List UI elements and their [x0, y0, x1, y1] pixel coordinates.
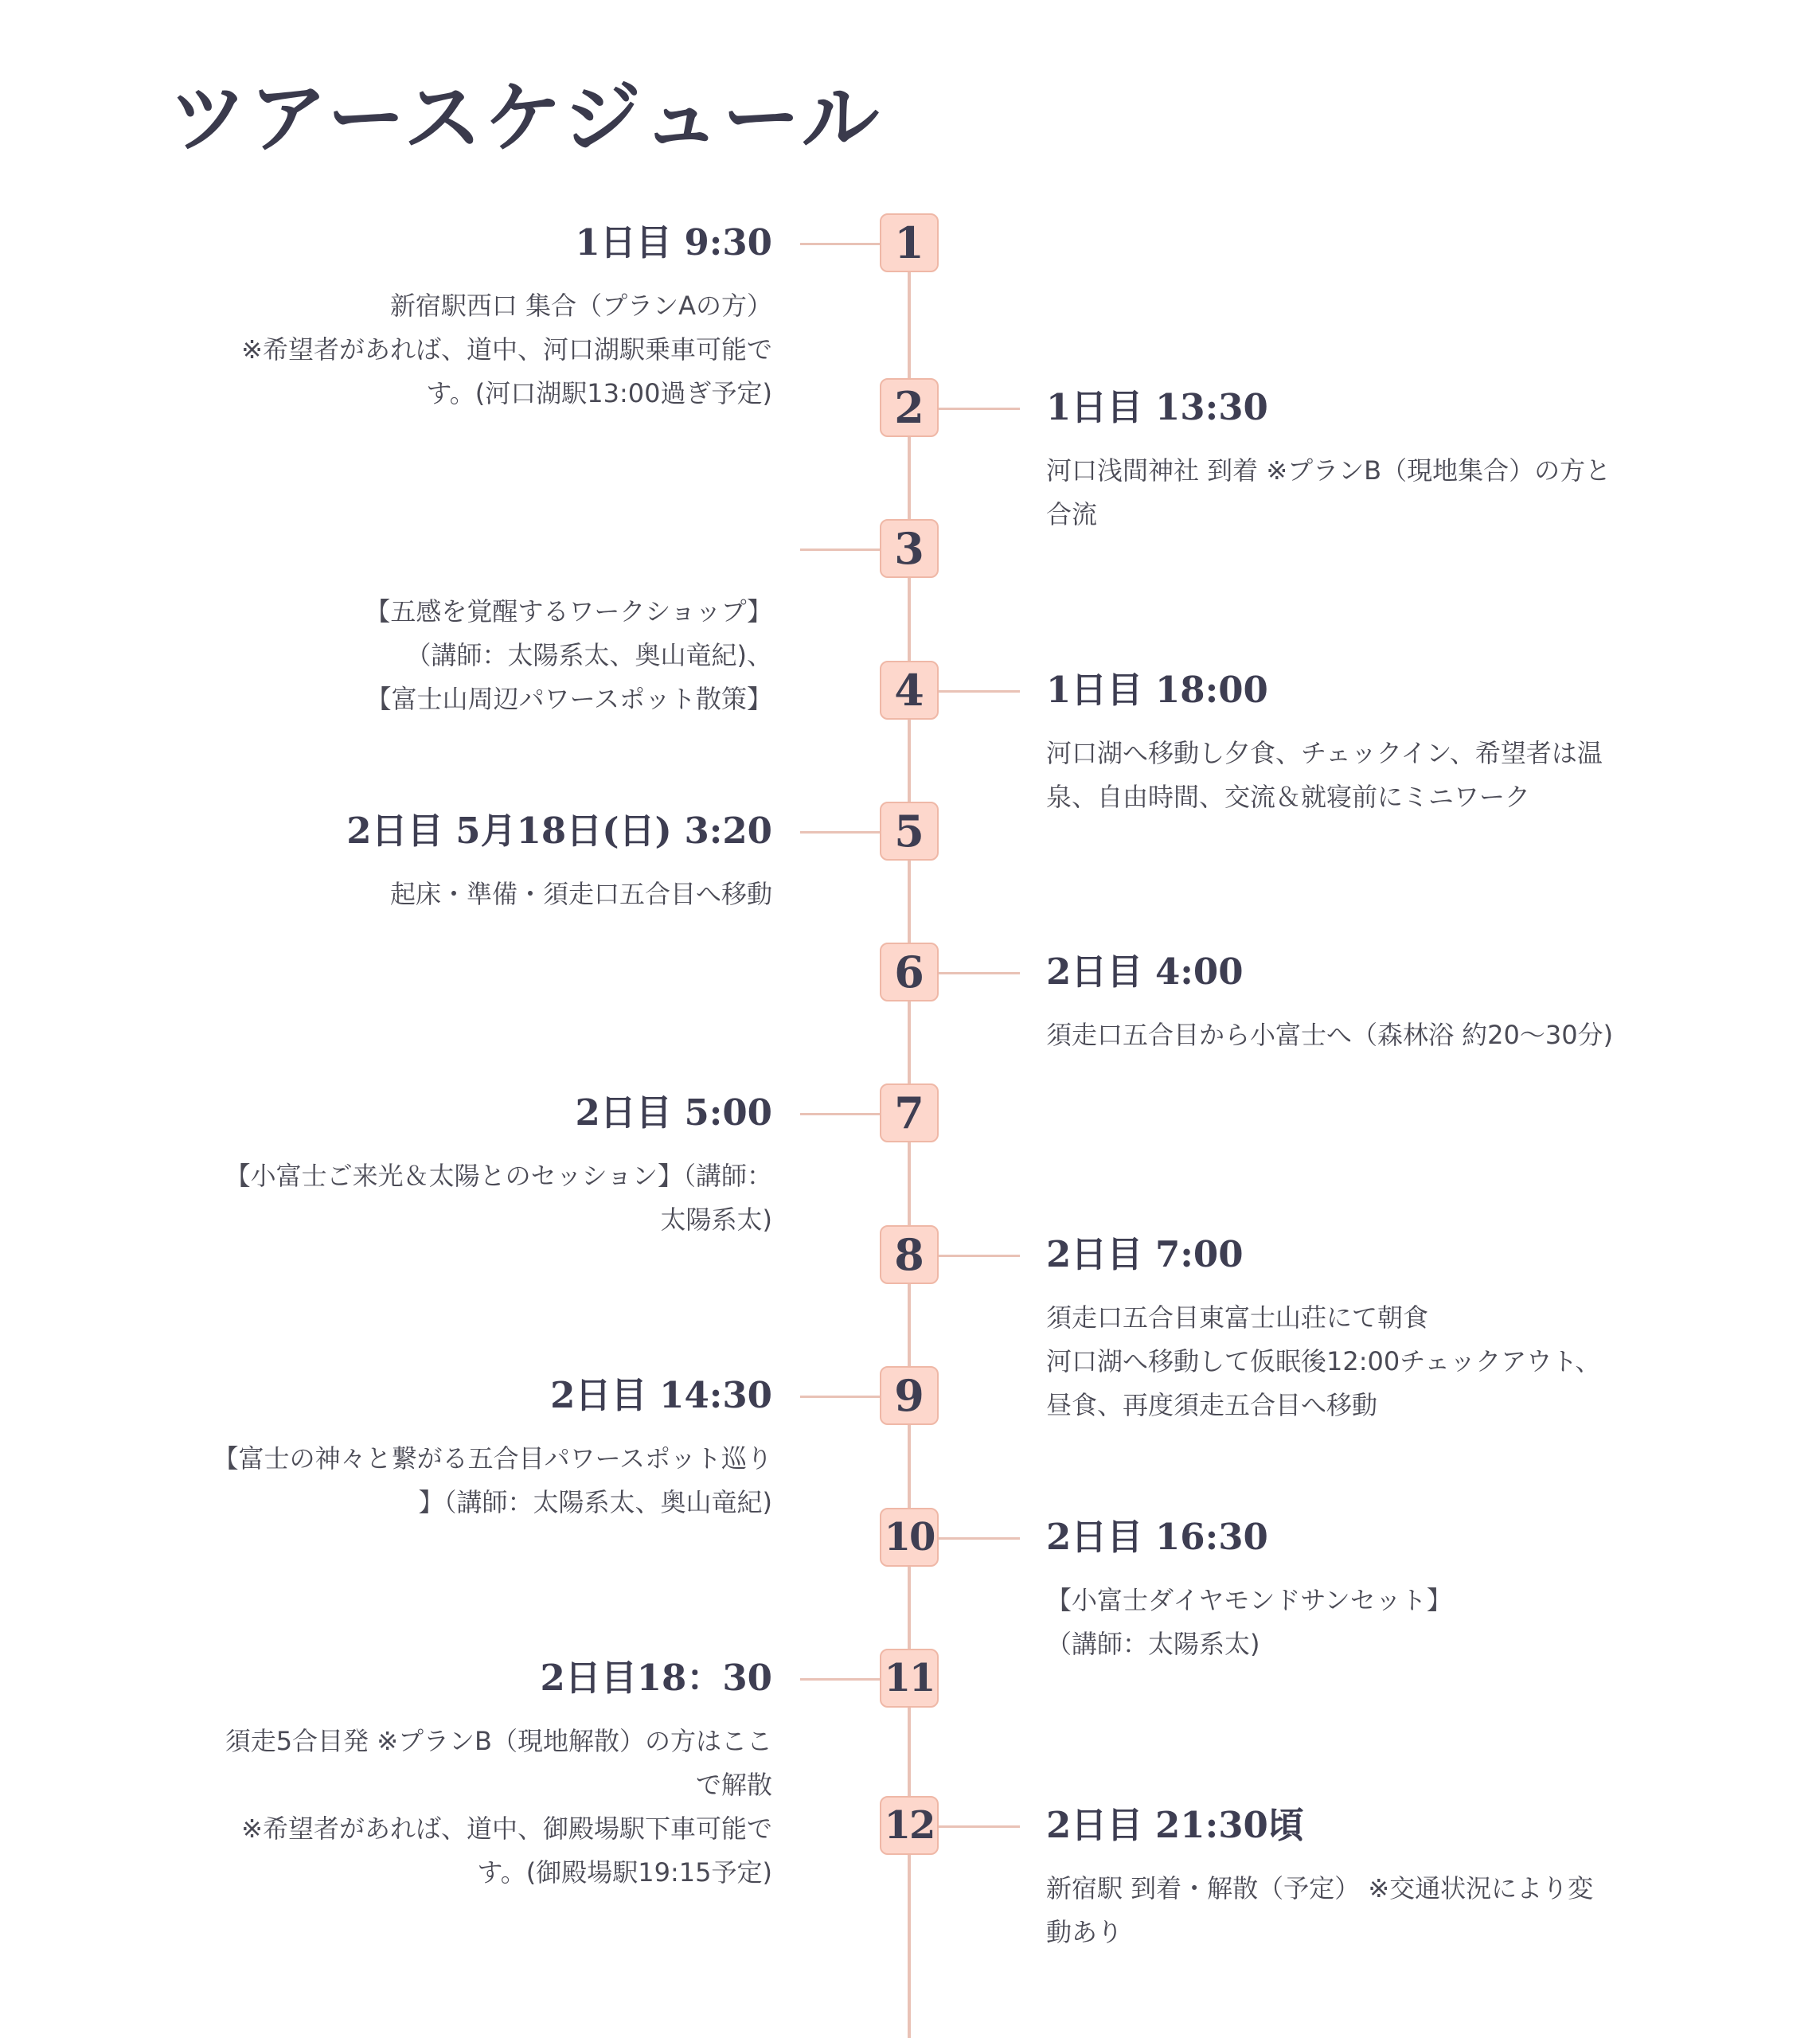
event-description: 河口湖へ移動し夕食、チェックイン、希望者は温 泉、自由時間、交流＆就寝前にミニワーク [1046, 738, 1603, 812]
event-number-badge: 5 [880, 802, 939, 861]
event-connector [939, 690, 1020, 693]
event-number-badge: 8 [880, 1225, 939, 1284]
event-description: 新宿駅西口 集合（プランAの方） ※希望者があれば、道中、河口湖駅乗車可能で す。(河口湖駅13:00過ぎ予定) [241, 291, 772, 408]
event-connector [800, 1113, 881, 1115]
event-number-badge: 2 [880, 378, 939, 437]
event-time: 2日目 5月18日(日) 3:20 [346, 810, 772, 852]
event-description: 【小富士ご来光＆太陽とのセッション】（講師： 太陽系太) [225, 1161, 772, 1235]
event-time: 1日目 18:00 [1046, 669, 1268, 711]
event-time: 2日目18：30 [540, 1657, 772, 1699]
event-description: 起床・準備・須走口五合目へ移動 [389, 879, 772, 909]
event-description: 須走口五合目東富士山荘にて朝食 河口湖へ移動して仮眠後12:00チェックアウト、 昼食、再度須走五合目へ移動 [1046, 1302, 1601, 1420]
event-number-badge: 6 [880, 943, 939, 1001]
event-connector [800, 549, 881, 551]
timeline-event [0, 1370, 1820, 1517]
event-connector [939, 972, 1020, 974]
event-connector [800, 831, 881, 834]
event-number-badge: 11 [880, 1649, 939, 1708]
timeline-event [0, 382, 1820, 529]
event-number-badge: 1 [880, 213, 939, 272]
event-description: 河口浅間神社 到着 ※プランB（現地集合）の方と 合流 [1046, 455, 1611, 529]
event-description: 【富士の神々と繋がる五合目パワースポット巡り 】（講師：太陽系太、奥山竜紀) [213, 1443, 772, 1517]
event-number-badge: 4 [880, 661, 939, 720]
event-description: 新宿駅 到着・解散（予定） ※交通状況により変 動あり [1046, 1873, 1594, 1947]
event-connector [939, 1255, 1020, 1257]
timeline-event [0, 806, 1820, 909]
event-time: 2日目 5:00 [575, 1091, 772, 1134]
event-number-badge: 10 [880, 1508, 939, 1567]
event-time: 1日目 9:30 [575, 221, 772, 264]
event-connector [800, 1396, 881, 1398]
event-number-badge: 7 [880, 1083, 939, 1142]
event-description: 須走5合目発 ※プランB（現地解散）の方はここ で解散 ※希望者があれば、道中、御殿場駅下車可能で す。(御殿場駅19:15予定) [225, 1726, 772, 1888]
timeline-event [0, 665, 1820, 812]
event-time: 2日目 4:00 [1046, 951, 1244, 993]
event-description: 【小富士ダイヤモンドサンセット】 （講師：太陽系太) [1046, 1585, 1452, 1659]
page-title: ツアースケジュール [169, 73, 882, 164]
event-connector [939, 1537, 1020, 1540]
event-number-badge: 12 [880, 1796, 939, 1855]
event-number-badge: 9 [880, 1366, 939, 1425]
event-description: 須走口五合目から小富士へ（森林浴 約20〜30分) [1046, 1020, 1614, 1050]
event-connector [800, 243, 881, 245]
event-connector [939, 1825, 1020, 1828]
event-time: 2日目 14:30 [550, 1374, 772, 1416]
event-time: 2日目 16:30 [1046, 1516, 1268, 1558]
event-time: 1日目 13:30 [1046, 386, 1268, 428]
event-time: 2日目 21:30頃 [1046, 1804, 1304, 1846]
event-number-badge: 3 [880, 519, 939, 578]
event-time: 2日目 7:00 [1046, 1233, 1244, 1275]
event-description: 【五感を覚醒するワークショップ】 （講師：太陽系太、奥山竜紀)、 【富士山周辺パワースポット散策】 [365, 596, 772, 714]
event-connector [939, 408, 1020, 410]
timeline-event [0, 1515, 1820, 1659]
event-connector [800, 1678, 881, 1681]
